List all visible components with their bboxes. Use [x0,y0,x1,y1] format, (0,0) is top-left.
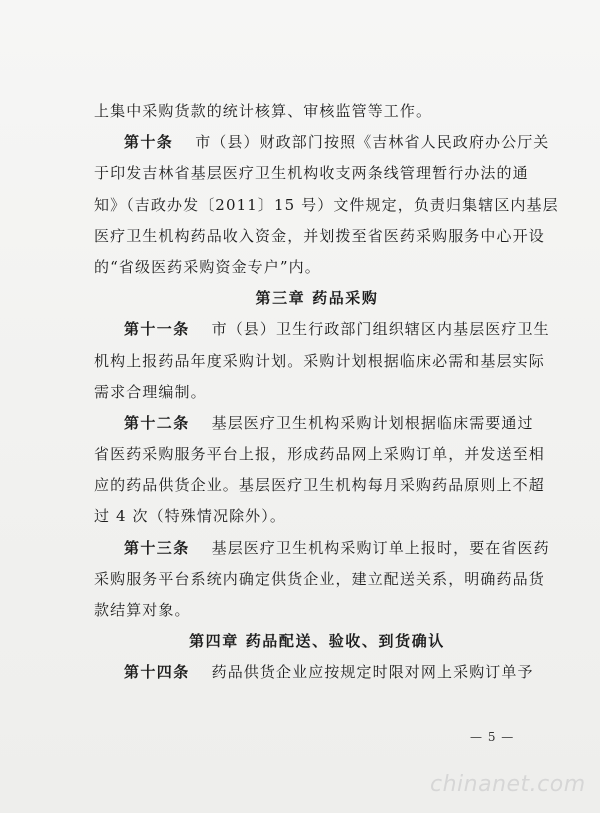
line-text: 药品供货企业应按规定时限对网上采购订单予 [211,663,534,682]
text-line [94,190,559,221]
line-text: 知》（吉政办发〔2011〕15 号）文件规定，负责归集辖区内基层 [94,195,559,214]
text-line [94,377,540,408]
document-body [94,96,559,689]
line-text: 需求合理编制。 [94,382,207,401]
watermark: chinanet.com [430,772,586,797]
article-label: 第十条 [124,133,174,152]
article-line [94,314,550,345]
line-text: 机构上报药品年度采购计划。采购计划根据临床必需和基层实际 [94,351,545,370]
line-text: 于印发吉林省基层医疗卫生机构收支两条线管理暂行办法的通 [94,164,529,183]
heading-text: 第四章 药品配送、验收、到货确认 [189,632,445,651]
article-label: 第十一条 [124,320,190,339]
text-line [94,564,545,595]
line-text: 采购服务平台系统内确定供货企业，建立配送关系，明确药品货 [94,569,545,588]
text-line [94,158,540,189]
article-label: 第十二条 [124,413,190,432]
line-text: 基层医疗卫生机构采购计划根据临床需要通过 [211,413,534,432]
line-text: 上集中采购货款的统计核算、审核监管等工作。 [94,102,433,120]
line-text: 省医药采购服务平台上报，形成药品网上采购订单，并发送至相 [94,445,545,464]
text-line [94,439,545,470]
article-line [94,533,550,564]
text-line [94,595,540,626]
line-text: 过 4 次（特殊情况除外）。 [94,507,286,526]
page-number: — 5 — [470,730,515,744]
line-text: 的“省级医药采购资金专户”内。 [94,257,321,276]
article-line [94,127,550,158]
article-label: 第十四条 [124,663,190,682]
line-text: 基层医疗卫生机构采购订单上报时，要在省医药 [211,538,550,557]
text-line [94,470,545,501]
text-line [94,252,540,283]
article-label: 第十三条 [124,538,190,557]
chapter-heading [94,283,540,314]
text-line [94,501,540,532]
heading-text: 第三章 药品采购 [255,289,379,308]
article-line [94,657,540,688]
text-line [94,346,545,377]
line-text: 市（县）财政部门按照《吉林省人民政府办公厅关 [195,133,550,152]
line-text: 应的药品供货企业。基层医疗卫生机构每月采购药品原则上不超 [94,476,545,495]
line-text: 医疗卫生机构药品收入资金，并划拨至省医药采购服务中心开设 [94,226,545,245]
text-line [94,96,540,127]
line-text: 市（县）卫生行政部门组织辖区内基层医疗卫生 [211,320,550,339]
chapter-heading [94,626,540,657]
line-text: 款结算对象。 [94,601,191,619]
article-line [94,408,540,439]
text-line [94,221,545,252]
